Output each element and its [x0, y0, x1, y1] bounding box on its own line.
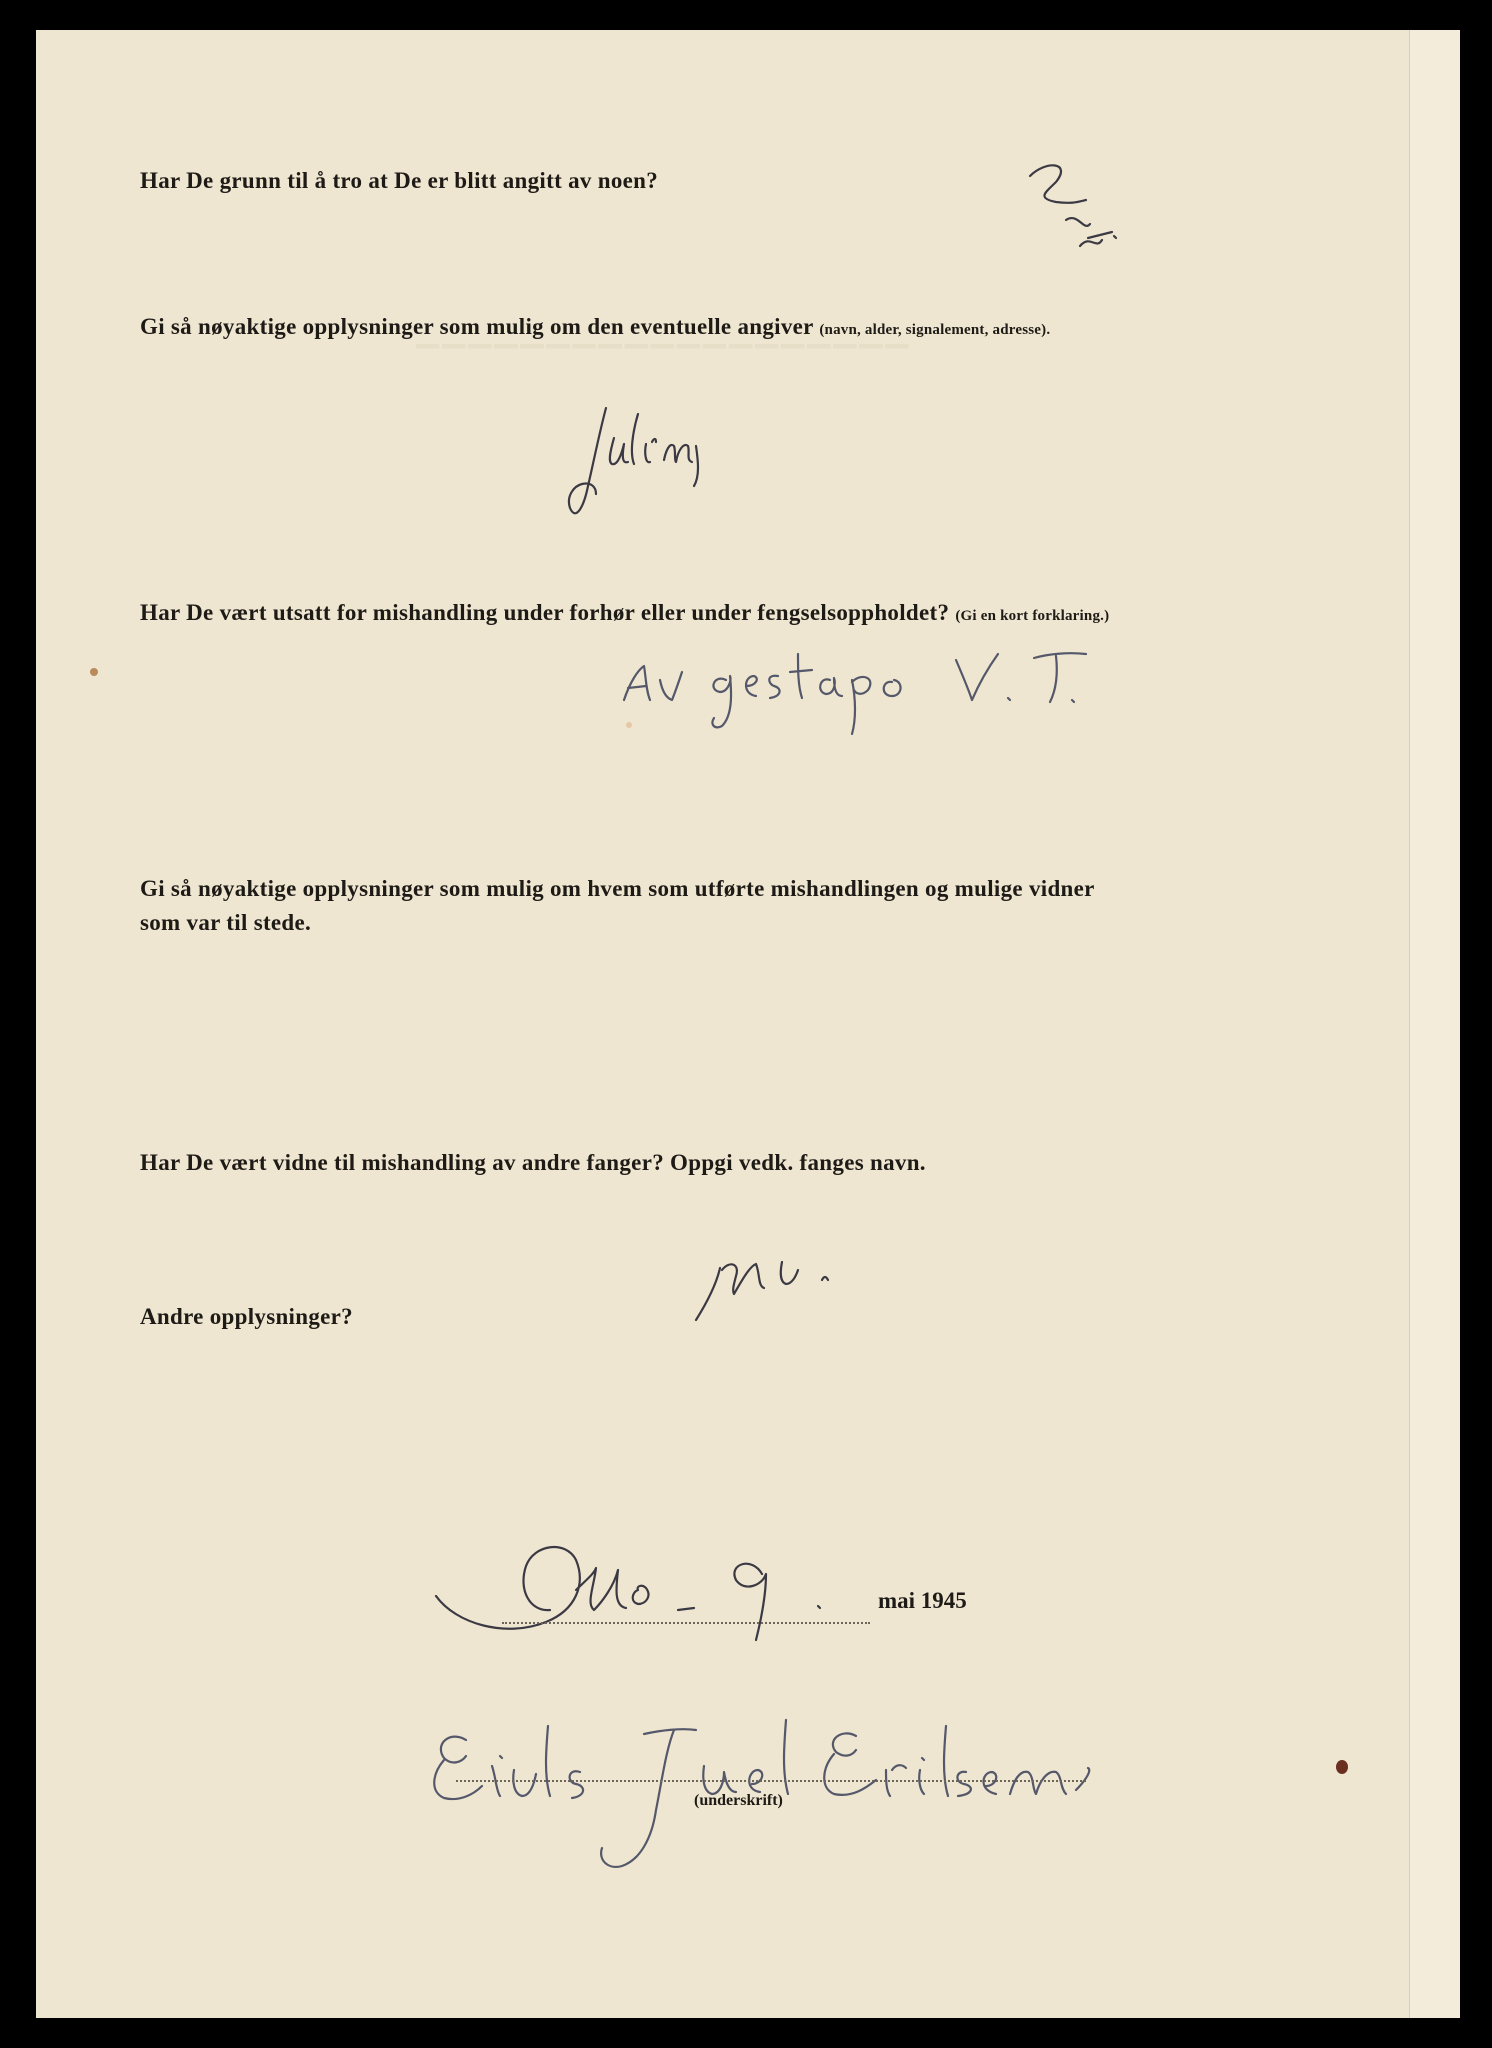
question-3-note: (Gi en kort forklaring.): [955, 608, 1110, 624]
question-2-note: (navn, alder, signalement, adresse).: [819, 322, 1051, 338]
question-4: [140, 872, 1095, 940]
document-page: [36, 30, 1460, 2018]
question-6-text: Andre opplysninger?: [140, 1304, 353, 1329]
handwritten-answer-q2: [566, 390, 796, 530]
question-5-text: Har De vært vidne til mishandling av andre fanger? Oppgi vedk. fanges navn.: [140, 1150, 926, 1175]
paper-spot-small: [626, 722, 632, 728]
signature-caption: (underskrift): [694, 1792, 783, 1809]
bleed-through-ghost: ▔▔▔▔▔▔▔▔▔▔▔▔▔▔▔▔▔▔▔: [416, 346, 912, 379]
question-4-line-2: som var til stede.: [140, 910, 312, 935]
handwritten-signature: [426, 1700, 1166, 1890]
question-5: [140, 1146, 926, 1180]
question-6: [140, 1300, 353, 1334]
handwritten-answer-q3: [616, 630, 1156, 740]
date-dotted-line: [502, 1622, 870, 1624]
question-2-text: Gi så nøyaktige opplysninger som mulig om den eventuelle angiver: [140, 314, 814, 339]
question-4-line-1: Gi så nøyaktige opplysninger som mulig om hvem som utførte mishandlingen og mulige vidner: [140, 876, 1095, 901]
date-suffix: mai 1945: [878, 1588, 967, 1613]
ink-spot: [1336, 1760, 1348, 1774]
question-3: [140, 596, 1109, 633]
question-1-text: Har De grunn til å tro at De er blitt angitt av noen?: [140, 168, 659, 193]
question-1: [140, 164, 658, 198]
question-2: [140, 310, 1050, 347]
handwritten-answer-q5: [692, 1230, 862, 1330]
handwritten-answer-q1: [1016, 140, 1126, 270]
paper-edge-strip: [1409, 30, 1460, 2018]
signature-dotted-line: [456, 1780, 1086, 1782]
question-3-text: Har De vært utsatt for mishandling under forhør eller under fengselsoppholdet?: [140, 600, 950, 625]
handwritten-date: [426, 1530, 886, 1670]
paper-spot: [90, 668, 98, 676]
